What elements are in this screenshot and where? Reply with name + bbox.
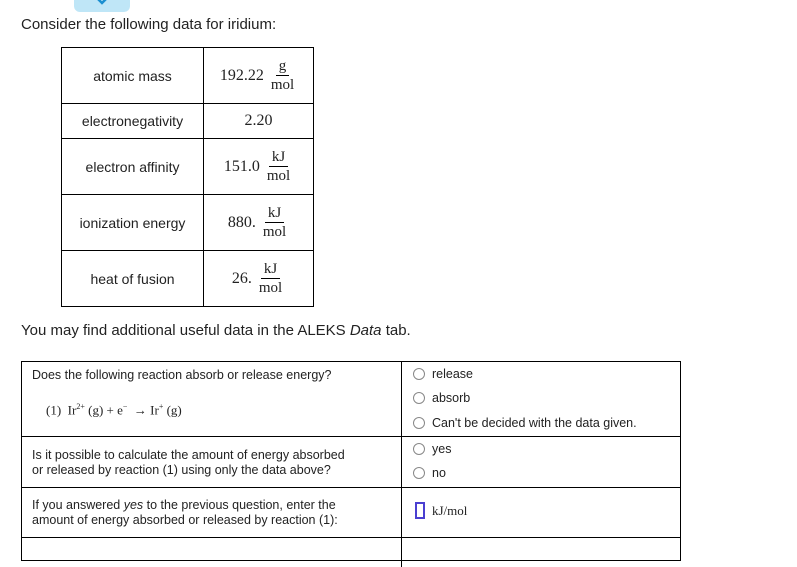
unit-fraction: [260, 204, 289, 241]
unit-fraction: [268, 57, 297, 94]
property-value: [204, 48, 314, 104]
value-number: 192.22: [219, 66, 264, 84]
table-row: [62, 139, 314, 195]
collapse-tab[interactable]: [74, 0, 130, 12]
energy-input[interactable]: [415, 502, 425, 519]
data-tab-note: You may find additional useful data in the ALEKS Data tab.: [21, 322, 411, 339]
option-cannot-decide[interactable]: Can't be decided with the data given.: [413, 416, 637, 430]
radio-button[interactable]: [413, 368, 425, 380]
property-name: heat of fusion: [62, 251, 204, 307]
option-no[interactable]: no: [413, 466, 446, 480]
question-row-energy: [22, 487, 680, 538]
column-divider: [401, 537, 402, 567]
unit-numerator: kJ: [261, 260, 280, 279]
unit-denominator: mol: [258, 280, 283, 296]
energy-answer: [415, 502, 467, 519]
property-name: electronegativity: [62, 104, 204, 139]
unit-denominator: mol: [266, 168, 291, 184]
reaction-equation: (1) $Ir^{2+}$ (g) + e− → Ir+ (g): [46, 402, 182, 418]
unit-numerator: g: [276, 57, 290, 76]
table-row: [62, 251, 314, 307]
property-name: ionization energy: [62, 195, 204, 251]
value-number: 2.20: [244, 112, 273, 129]
value-number: 26.: [231, 269, 252, 287]
question-row-reaction: [22, 362, 680, 437]
radio-button[interactable]: [413, 417, 425, 429]
property-value: [204, 195, 314, 251]
question-text: Is it possible to calculate the amount of energy absorbed or released by reaction (1) using only the data above?: [32, 448, 345, 477]
table-row: [62, 48, 314, 104]
radio-button[interactable]: [413, 392, 425, 404]
value-number: 151.0: [223, 157, 260, 175]
table-row: [62, 104, 314, 139]
unit-fraction: [256, 260, 285, 297]
unit-denominator: mol: [262, 224, 287, 240]
property-value: [204, 139, 314, 195]
question-row-calculable: [22, 436, 680, 488]
radio-button[interactable]: [413, 443, 425, 455]
unit-numerator: kJ: [269, 148, 288, 167]
option-yes[interactable]: yes: [413, 442, 451, 456]
unit-numerator: kJ: [265, 204, 284, 223]
iridium-data-table: [61, 47, 314, 307]
radio-button[interactable]: [413, 467, 425, 479]
property-value: [204, 104, 314, 139]
intro-text: Consider the following data for iridium:: [21, 16, 277, 33]
property-name: atomic mass: [62, 48, 204, 104]
option-absorb[interactable]: absorb: [413, 391, 470, 405]
question-text: If you answered yes to the previous question, enter the amount of energy absorbed or released by reaction (1):: [32, 498, 338, 527]
question-text: Does the following reaction absorb or release energy?: [32, 368, 332, 382]
table-row: [62, 195, 314, 251]
chevron-down-icon: [94, 0, 110, 6]
property-name: electron affinity: [62, 139, 204, 195]
question-panel: [21, 361, 681, 561]
value-number: 880.: [227, 213, 256, 231]
option-release[interactable]: release: [413, 367, 473, 381]
unit-label: kJ/mol: [432, 502, 468, 518]
property-value: [204, 251, 314, 307]
unit-denominator: mol: [270, 77, 295, 93]
unit-fraction: [264, 148, 293, 185]
